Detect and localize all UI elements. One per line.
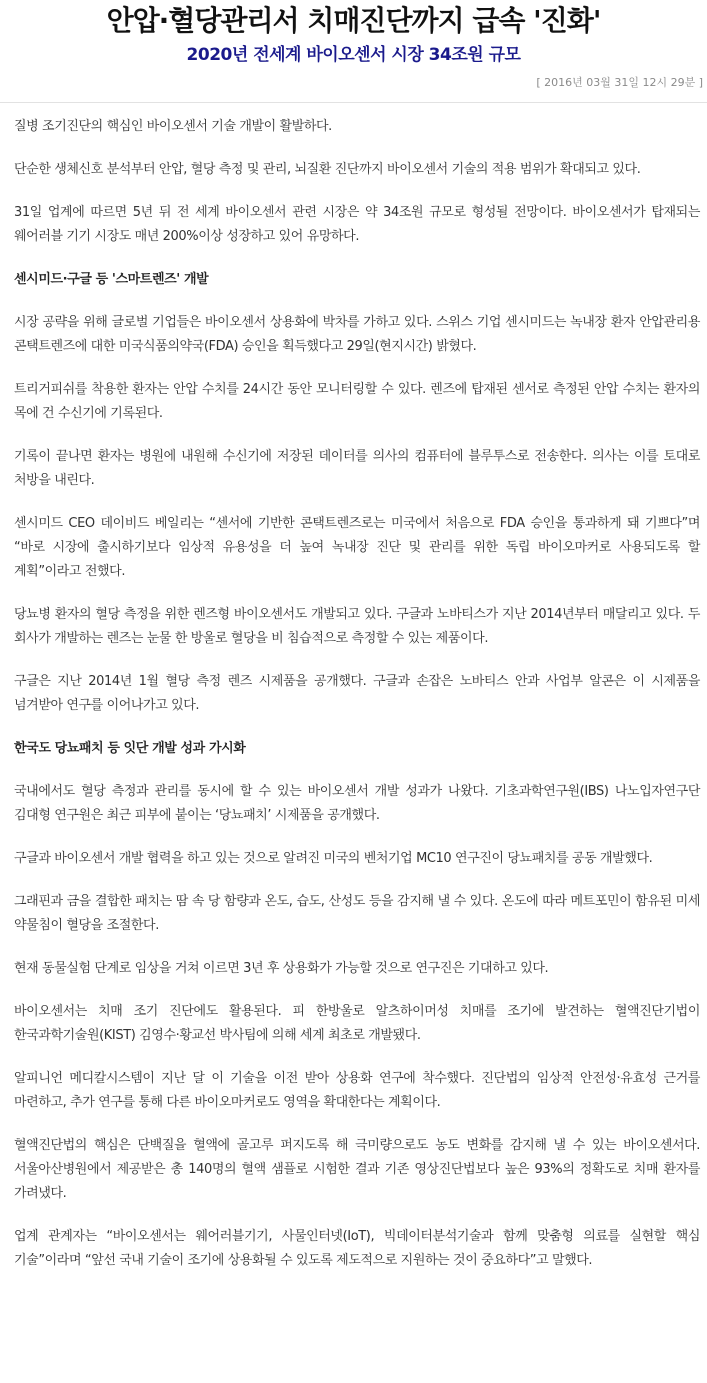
- article-paragraph: 구글은 지난 2014년 1월 혈당 측정 렌즈 시제품을 공개했다. 구글과 손잡은 노바티스 안과 사업부 알콘은 이 시제품을 넘겨받아 연구를 이어나가고 있다.: [14, 674, 700, 713]
- article-paragraph: 혈액진단법의 핵심은 단백질을 혈액에 골고루 퍼지도록 해 극미량으로도 농도 변화를 감지해 낼 수 있는 바이오센서다. 서울아산병원에서 제공받은 총 140명의 혈액 샘플로 시험한 결과 기존 영상진단법보다 높은 93%의 정확도로 치매 환자를 가려냈다.: [14, 1138, 700, 1201]
- article-paragraph: 질병 조기진단의 핵심인 바이오센서 기술 개발이 활발하다.: [14, 119, 332, 134]
- article-paragraph: 31일 업계에 따르면 5년 뒤 전 세계 바이오센서 관련 시장은 약 34조원 규모로 형성될 전망이다. 바이오센서가 탑재되는 웨어러블 기기 시장도 매년 200%이상 성장하고 있어 유망하다.: [14, 205, 700, 244]
- article-paragraph: 당뇨병 환자의 혈당 측정을 위한 렌즈형 바이오센서도 개발되고 있다. 구글과 노바티스가 지난 2014년부터 매달리고 있다. 두 회사가 개발하는 렌즈는 눈물 한 방울로 혈당을 비 침습적으로 측정할 수 있는 제품이다.: [14, 607, 700, 646]
- article-paragraph: 현재 동물실험 단계로 임상을 거쳐 이르면 3년 후 상용화가 가능할 것으로 연구진은 기대하고 있다.: [14, 961, 549, 976]
- section-heading: 센시미드·구글 등 '스마트렌즈' 개발: [14, 272, 209, 287]
- article-paragraph: 기록이 끝나면 환자는 병원에 내원해 수신기에 저장된 데이터를 의사의 컴퓨터에 블루투스로 전송한다. 의사는 이를 토대로 처방을 내린다.: [14, 449, 700, 488]
- article-paragraph: 업계 관계자는 “바이오센서는 웨어러블기기, 사물인터넷(IoT), 빅데이터분석기술과 함께 맞춤형 의료를 실현할 핵심 기술”이라며 “앞선 국내 기술이 조기에 상용화될 수 있도록 제도적으로 지원하는 것이 중요하다”고 말했다.: [14, 1229, 700, 1268]
- article-paragraph: 알피니언 메디칼시스템이 지난 달 이 기술을 이전 받아 상용화 연구에 착수했다. 진단법의 임상적 안전성·유효성 근거를 마련하고, 추가 연구를 통해 다른 바이오마커로도 영역을 확대한다는 계획이다.: [14, 1071, 700, 1110]
- article-paragraph: 구글과 바이오센서 개발 협력을 하고 있는 것으로 알려진 미국의 벤처기업 MC10 연구진이 당뇨패치를 공동 개발했다.: [14, 851, 653, 866]
- article-subtitle: 2020년 전세계 바이오센서 시장 34조원 규모: [186, 45, 521, 65]
- article-dateline: [ 2016년 03월 31일 12시 29분 ]: [536, 76, 703, 89]
- article-body: [0, 103, 707, 1273]
- article-paragraph: 그래핀과 금을 결합한 패치는 땀 속 당 함량과 온도, 습도, 산성도 등을 감지해 낼 수 있다. 온도에 따라 메트포민이 함유된 미세 약물침이 혈당을 조절한다.: [14, 894, 700, 933]
- article-paragraph: 바이오센서는 치매 조기 진단에도 활용된다. 피 한방울로 알츠하이머성 치매를 조기에 발견하는 혈액진단기법이 한국과학기술원(KIST) 김영수·황교선 박사팀에 의해 세계 최초로 개발됐다.: [14, 1004, 700, 1043]
- article-paragraph: 센시미드 CEO 데이비드 베일리는 “센서에 기반한 콘택트렌즈로는 미국에서 처음으로 FDA 승인을 통과하게 돼 기쁘다”며 “바로 시장에 출시하기보다 임상적 유용성을 더 높여 녹내장 진단 및 관리를 위한 독립 바이오마커로 사용되도록 할 계획”이라고 전했다.: [14, 516, 700, 579]
- article-paragraph: 단순한 생체신호 분석부터 안압, 혈당 측정 및 관리, 뇌질환 진단까지 바이오센서 기술의 적용 범위가 확대되고 있다.: [14, 162, 641, 177]
- article-title: 안압·혈당관리서 치매진단까지 급속 '진화': [106, 4, 601, 37]
- article-paragraph: 트리거피쉬를 착용한 환자는 안압 수치를 24시간 동안 모니터링할 수 있다. 렌즈에 탑재된 센서로 측정된 안압 수치는 환자의 목에 건 수신기에 기록된다.: [14, 382, 700, 421]
- section-heading: 한국도 당뇨패치 등 잇단 개발 성과 가시화: [14, 741, 246, 756]
- article-paragraph: 시장 공략을 위해 글로벌 기업들은 바이오센서 상용화에 박차를 가하고 있다. 스위스 기업 센시미드는 녹내장 환자 안압관리용 콘택트렌즈에 대한 미국식품의약국(FDA) 승인을 획득했다고 29일(현지시간) 밝혔다.: [14, 315, 700, 354]
- article-paragraph: 국내에서도 혈당 측정과 관리를 동시에 할 수 있는 바이오센서 개발 성과가 나왔다. 기초과학연구원(IBS) 나노입자연구단 김대형 연구원은 최근 피부에 붙이는 ‘당뇨패치’ 시제품을 공개했다.: [14, 784, 700, 823]
